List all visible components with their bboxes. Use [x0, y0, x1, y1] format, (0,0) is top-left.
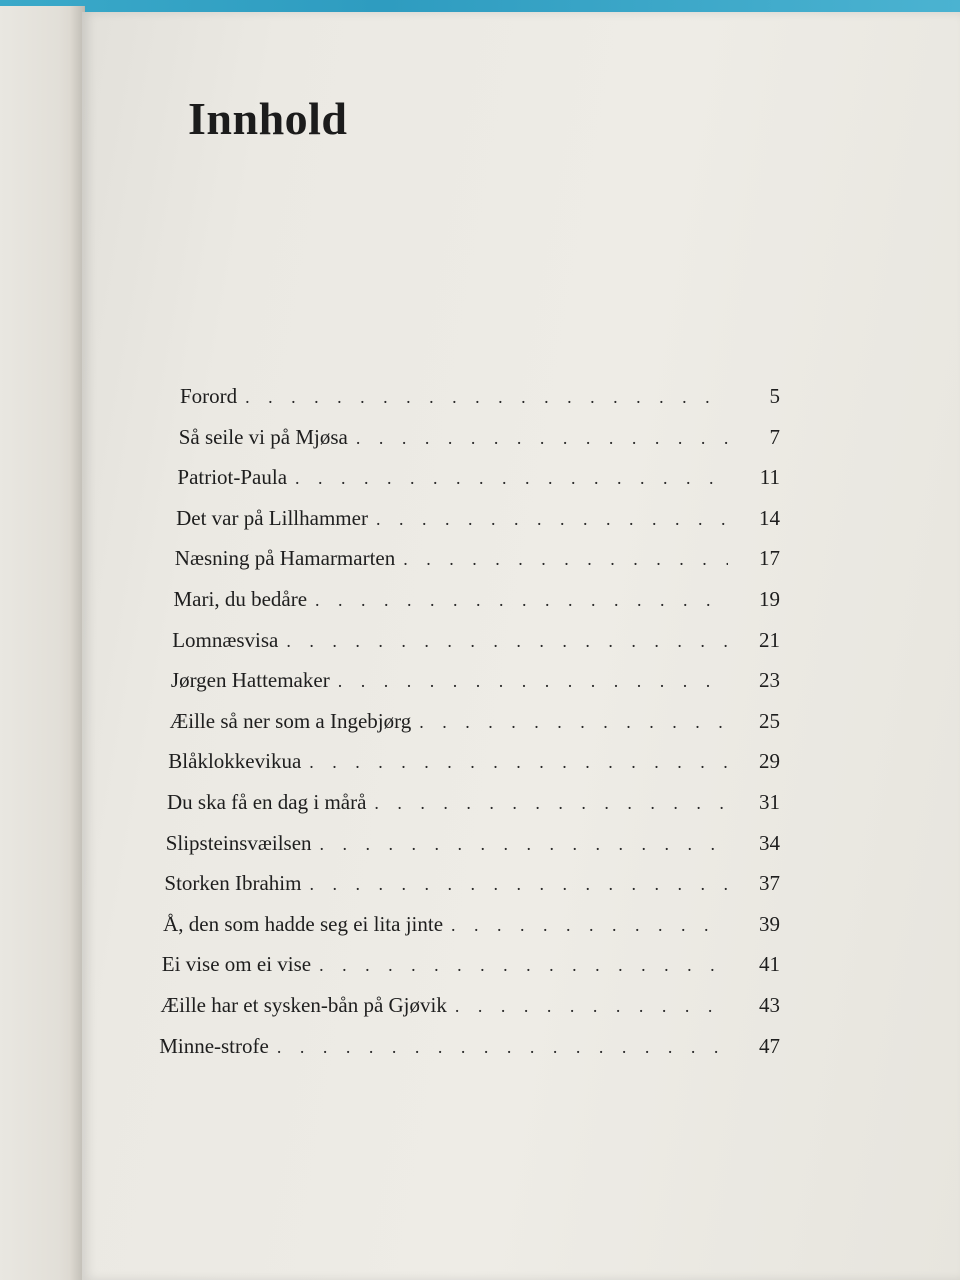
toc-entry-title: Patriot-Paula [177, 465, 288, 490]
toc-dot-leader [451, 916, 728, 934]
toc-entry-page-number: 39 [758, 911, 780, 936]
toc-entry-title: Jørgen Hattemaker [170, 668, 330, 693]
toc-entry [176, 506, 780, 540]
toc-entry-page-number: 34 [758, 830, 780, 855]
toc-entry [168, 749, 780, 783]
toc-dot-leader [286, 632, 728, 650]
toc-entry-page-number: 37 [758, 871, 780, 896]
toc-entry-page-number: 25 [758, 708, 780, 733]
toc-entry [159, 1034, 780, 1068]
toc-entry-title: Ei vise om ei vise [161, 952, 312, 977]
toc-entry-title: Storken Ibrahim [164, 871, 302, 896]
toc-entry-page-number: 21 [758, 627, 780, 652]
toc-dot-leader [419, 713, 728, 731]
toc-entry-title: Æille har et sysken-bån på Gjøvik [160, 993, 447, 1017]
contents-page [82, 12, 960, 1280]
table-of-contents [82, 12, 960, 1280]
toc-entry [166, 831, 780, 865]
toc-dot-leader [319, 956, 728, 974]
toc-entry [163, 912, 780, 946]
toc-entry [180, 384, 780, 418]
toc-entry [179, 425, 780, 459]
toc-entry-title: Så seile vi på Mjøsa [178, 424, 348, 449]
toc-dot-leader [403, 550, 728, 568]
toc-dot-leader [245, 388, 728, 406]
toc-entry-title: Slipsteinsvæilsen [165, 830, 312, 855]
toc-entry-page-number: 41 [758, 952, 780, 977]
toc-entry-page-number: 7 [769, 424, 780, 449]
toc-entry-title: Næsning på Hamarmarten [174, 546, 396, 571]
toc-entry-title: Forord [180, 384, 238, 408]
toc-entry [175, 546, 780, 580]
toc-entry [167, 790, 780, 824]
toc-dot-leader [315, 591, 728, 609]
toc-dot-leader [309, 753, 728, 771]
toc-entry-title: Det var på Lillhammer [176, 505, 368, 530]
toc-entry-page-number: 47 [758, 1033, 780, 1058]
toc-entry [164, 871, 780, 905]
toc-entry [174, 587, 781, 621]
toc-dot-leader [338, 672, 728, 690]
toc-entry-title: Å, den som hadde seg ei lita jinte [163, 911, 444, 936]
toc-entry-title: Du ska få en dag i mårå [167, 790, 367, 814]
toc-entry-title: Blåklokkevikua [168, 749, 302, 774]
toc-entry [161, 993, 781, 1027]
toc-entry-title: Minne-strofe [159, 1033, 269, 1058]
toc-entry-page-number: 11 [759, 465, 780, 490]
toc-dot-leader [295, 469, 728, 487]
toc-entry-page-number: 14 [758, 505, 780, 530]
toc-dot-leader [376, 510, 728, 528]
toc-entry-title: Æille så ner som a Ingebjørg [169, 708, 412, 733]
toc-entry-title: Lomnæsvisa [172, 627, 279, 652]
toc-dot-leader [455, 997, 728, 1015]
toc-entry-page-number: 17 [758, 546, 780, 571]
toc-entry-page-number: 23 [758, 668, 780, 693]
toc-dot-leader [356, 429, 728, 447]
toc-entry-page-number: 31 [759, 790, 780, 814]
toc-dot-leader [374, 794, 728, 812]
toc-entry-page-number: 43 [759, 993, 780, 1017]
toc-dot-leader [277, 1038, 728, 1056]
toc-entry [171, 668, 780, 702]
toc-entry-page-number: 5 [769, 384, 780, 408]
toc-dot-leader [309, 875, 728, 893]
toc-dot-leader [320, 835, 728, 853]
toc-entry-page-number: 29 [758, 749, 780, 774]
toc-entry [170, 709, 780, 743]
toc-entry-page-number: 19 [759, 587, 780, 611]
toc-entry [162, 952, 780, 986]
toc-entry-title: Mari, du bedåre [173, 587, 308, 611]
toc-entry [172, 628, 780, 662]
page-title: Innhold [188, 93, 348, 144]
toc-entry [177, 465, 780, 499]
